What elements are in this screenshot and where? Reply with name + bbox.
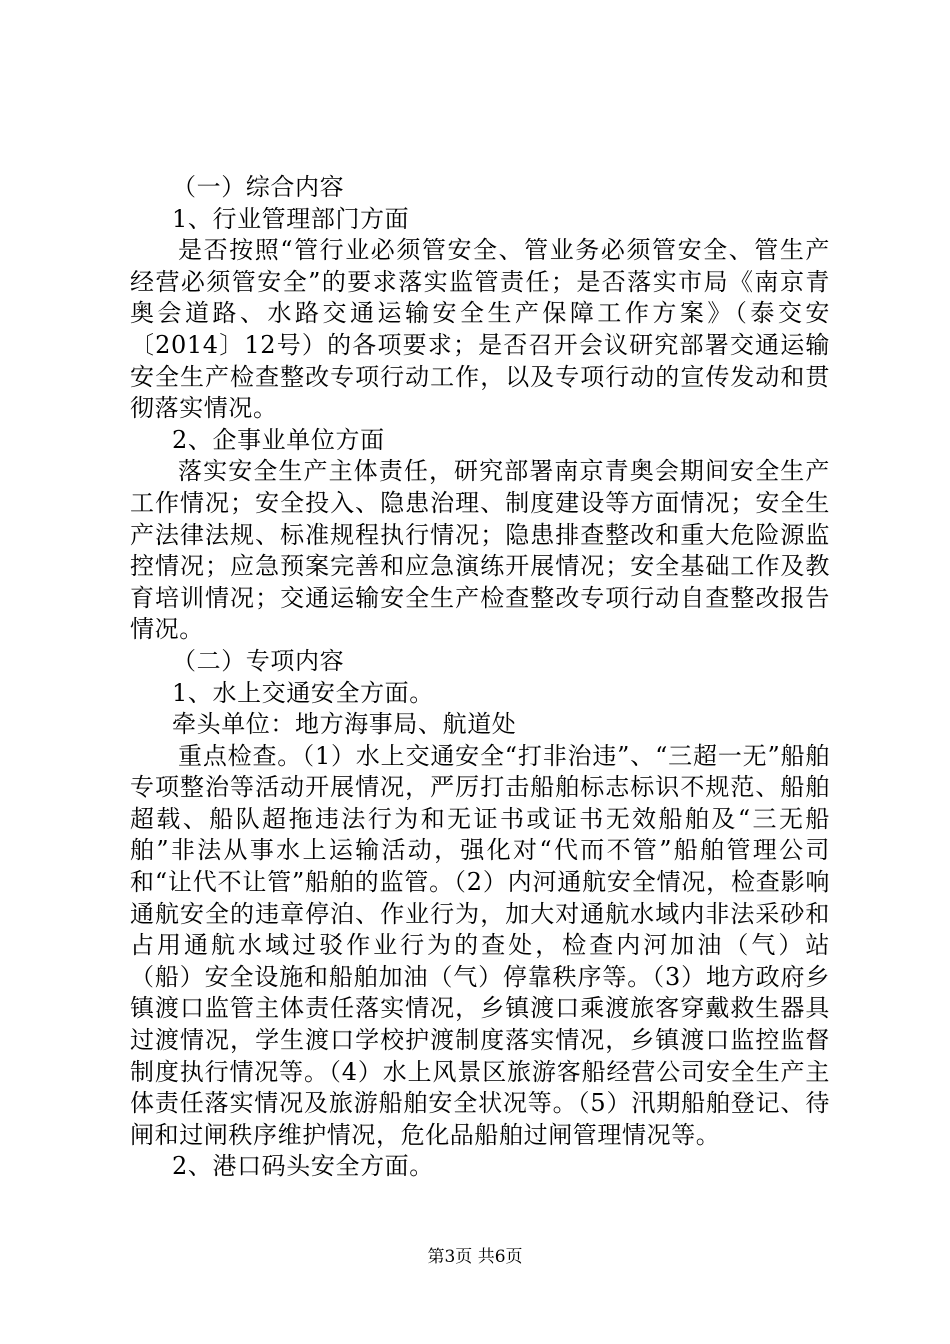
paragraph-enterprises: 落实安全生产主体责任，研究部署南京青奥会期间安全生产工作情况；安全投入、隐患治理、制度建设等方面情况；安全生产法律法规、标准规程执行情况；隐患排查整改和重大危险源监控情况；应急预案完善和应急演练开展情况；安全基础工作及教育培训情况；交通运输安全生产检查整改专项行动自查整改报告情况。 [130,457,830,644]
body-text [130,172,830,1183]
subheading-water-traffic: 1、水上交通安全方面。 [172,678,434,707]
section-heading-special: （二）专项内容 [172,646,345,675]
paragraph-key-inspection: 重点检查。（1）水上交通安全“打非治违”、“三超一无”船舶专项整治等活动开展情况，严厉打击船舶标志标识不规范、船舶超载、船队超拖违法行为和无证书或证书无效船舶及“三无船舶”非法从事水上运输活动，强化对“代而不管”船舶管理公司和“让代不让管”船舶的监管。（2）内河通航安全情况，检查影响通航安全的违章停泊、作业行为，加大对通航水域内非法采砂和占用通航水域过驳作业行为的查处，检查内河加油（气）站（船）安全设施和船舶加油（气）停靠秩序等。（3）地方政府乡镇渡口监管主体责任落实情况，乡镇渡口乘渡旅客穿戴救生器具过渡情况，学生渡口学校护渡制度落实情况，乡镇渡口监控监督制度执行情况等。（4）水上风景区旅游客船经营公司安全生产主体责任落实情况及旅游船舶安全状况等。（5）汛期船舶登记、待闸和过闸秩序维护情况，危化品船舶过闸管理情况等。 [130,741,830,1149]
paragraph-industry-departments: 是否按照“管行业必须管安全、管业务必须管安全、管生产经营必须管安全”的要求落实监管责任；是否落实市局《南京青奥会道路、水路交通运输安全生产保障工作方案》（泰交安〔2014〕12号）的各项要求；是否召开会议研究部署交通运输安全生产检查整改专项行动工作，以及专项行动的宣传发动和贯彻落实情况。 [130,236,830,423]
subheading-industry-departments: 1、行业管理部门方面 [172,204,410,233]
lead-unit-line: 牵头单位：地方海事局、航道处 [172,710,517,739]
section-heading-general: （一）综合内容 [172,173,345,201]
subheading-port-terminal: 2、港口码头安全方面。 [172,1152,434,1181]
subheading-enterprises: 2、企事业单位方面 [172,425,385,454]
page-number-footer: 第3页 共6页 [427,1247,523,1267]
